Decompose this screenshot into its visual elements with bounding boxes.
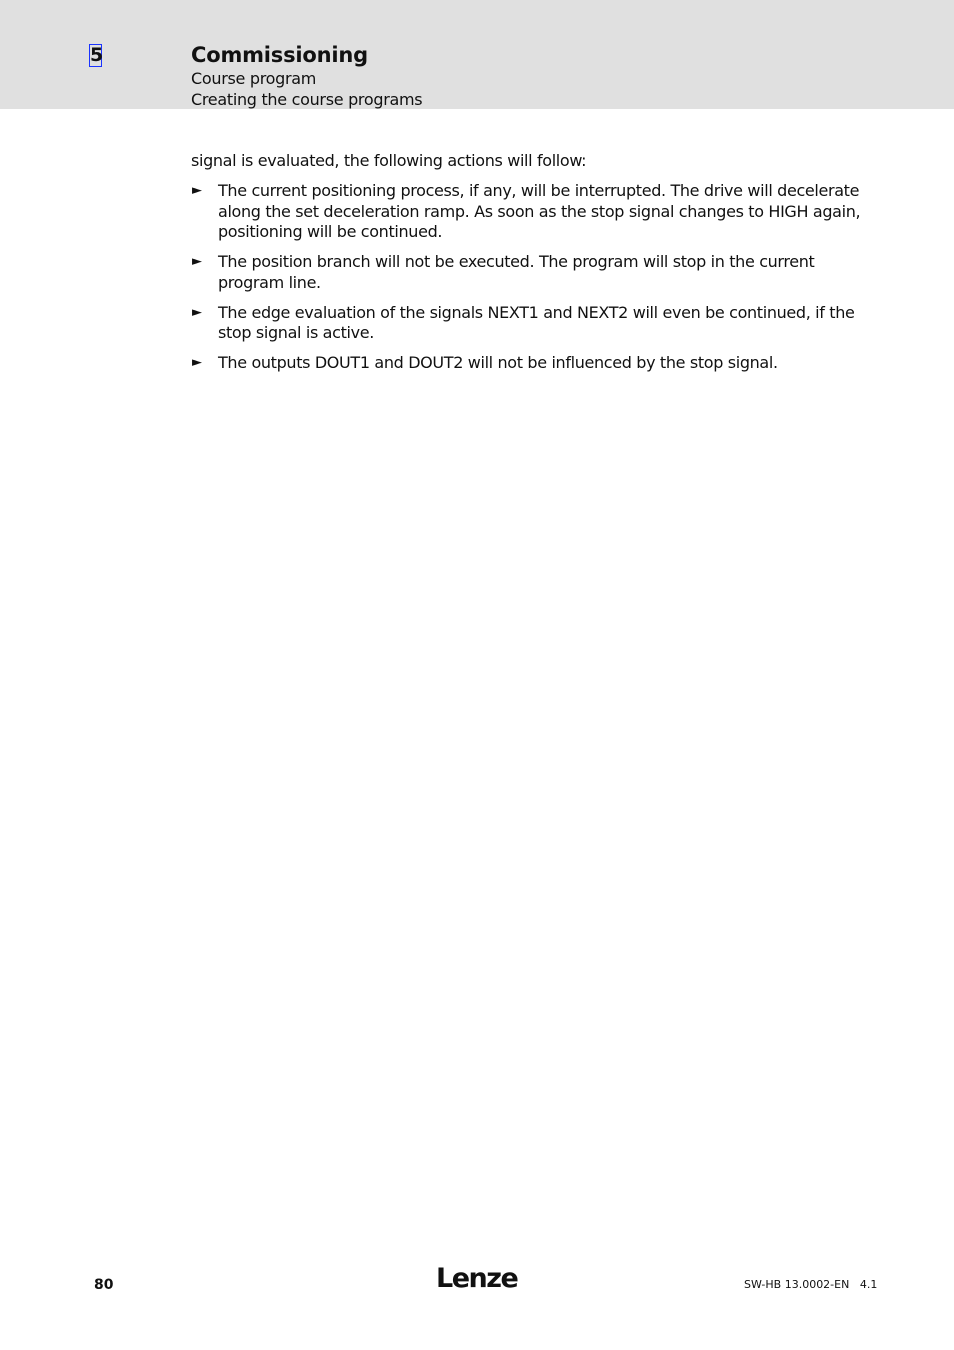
list-item [191, 252, 861, 293]
list-item [191, 181, 861, 243]
document-id: SW-HB 13.0002-EN 4.1 [744, 1278, 878, 1291]
intro-paragraph: signal is evaluated, the following actions will follow: [191, 151, 587, 170]
main-content [191, 151, 861, 383]
list-item-text: The current positioning process, if any, will be interrupted. The drive will decelerate along the set deceleration ramp. As soon as the stop signal changes to HIGH again, positioning will be continued. [218, 181, 861, 241]
bullet-arrow-icon: ► [192, 304, 202, 320]
chapter-number-link[interactable]: 5 [90, 44, 104, 66]
header-band [0, 0, 954, 109]
list-item-text: The edge evaluation of the signals NEXT1 and NEXT2 will even be continued, if the stop signal is active. [218, 302, 855, 342]
bullet-arrow-icon: ► [192, 254, 202, 269]
page-number: 80 [94, 1277, 114, 1293]
list-item-text: The outputs DOUT1 and DOUT2 will not be influenced by the stop signal. [218, 353, 778, 372]
bullet-arrow-icon: ► [192, 355, 202, 370]
list-item-text: The position branch will not be executed. The program will stop in the current program line. [218, 252, 815, 292]
bullet-arrow-icon: ► [192, 183, 202, 198]
bullet-list [191, 181, 861, 374]
chapter-title: Commissioning [191, 43, 368, 67]
list-item [191, 353, 861, 374]
lenze-logo: Lenze [436, 1263, 518, 1294]
section-title: Course program [191, 69, 317, 88]
subsection-title: Creating the course programs [191, 90, 423, 109]
list-item [191, 303, 861, 344]
